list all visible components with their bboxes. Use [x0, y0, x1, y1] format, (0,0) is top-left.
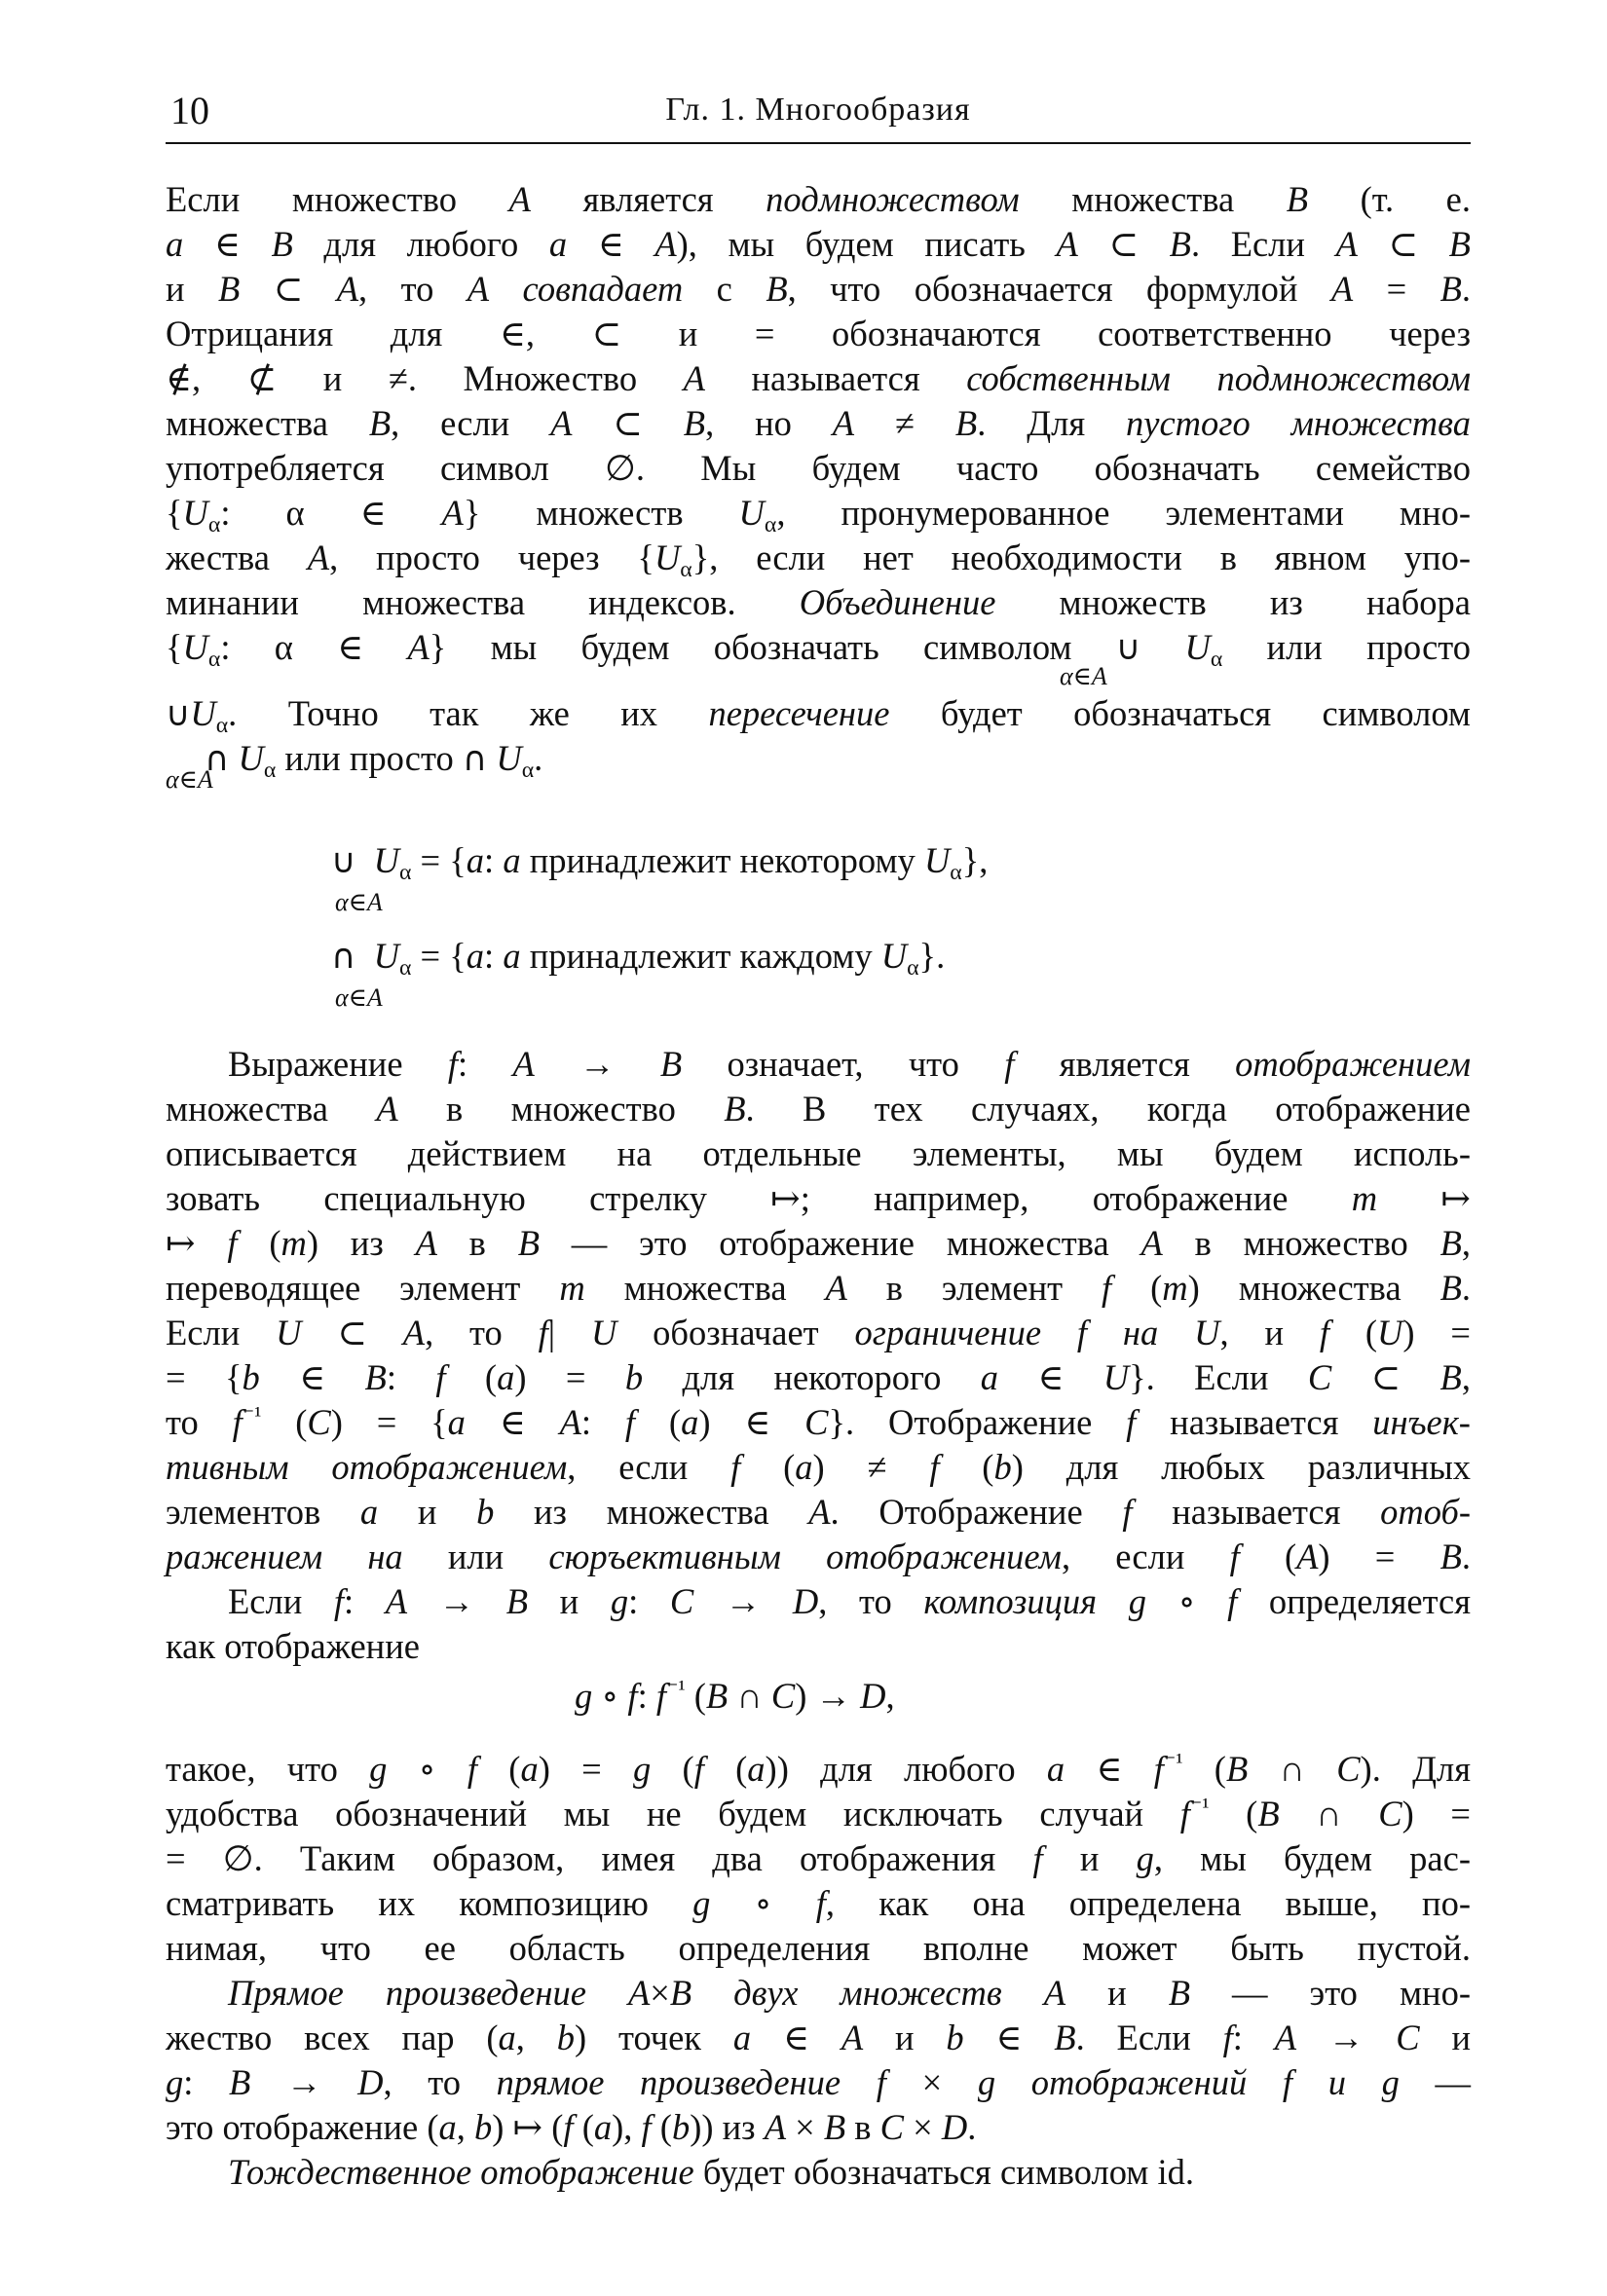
- paragraph-sets: [166, 177, 1472, 794]
- text-line: Тождественное отображение будет обозначаться символом id.: [228, 2152, 1195, 2192]
- formula-composition: g ∘ f: $f^{^{-1}}$ (B ∩ C) → D,: [575, 1676, 895, 1716]
- text-line: сматривать их композицию g ∘ f, как она определена выше, по-: [166, 1883, 1471, 1923]
- text-line: то $f^{^{-1}}$ (C) = {a ∈ A: f (a) ∈ C}. Отображение f называется инъек-: [166, 1402, 1471, 1442]
- text-line: ражением на или сюръективным отображением, если f (A) = B.: [166, 1537, 1471, 1576]
- formula-union: ∪ Uα = {a: a принадлежит некоторому Uα},: [331, 840, 989, 885]
- text-line: описывается действием на отдельные элементы, мы будем исполь-: [166, 1133, 1471, 1173]
- formula-union-index: α∈A: [335, 888, 383, 916]
- index-line: [166, 662, 1471, 691]
- paragraph-composition: [166, 1747, 1471, 2195]
- text-line: a ∈ B для любого a ∈ A), мы будем писать A ⊂ B. Если A ⊂ B: [166, 224, 1471, 264]
- intersection-index: α∈A: [166, 765, 213, 794]
- text-line: ↦ f (m) из A в B — это отображение множества A в множество B,: [166, 1223, 1472, 1263]
- text-line: {Uα: α ∈ A} мы будем обозначать символом ∪ Uα или просто: [166, 627, 1471, 672]
- text-line: множества A в множество B. В тех случаях, когда отображение: [166, 1089, 1471, 1129]
- text-line: ∩ Uα или просто ∩ Uα.: [205, 738, 543, 783]
- text-line: переводящее элемент m множества A в элемент f (m) множества B.: [166, 1268, 1471, 1308]
- text-line: Если U ⊂ A, то f| U обозначает ограничение f на U, и f (U) =: [166, 1313, 1471, 1352]
- text-line: минании множества индексов. Объединение множеств из набора: [166, 582, 1471, 622]
- intersection-symbol: ∩: [462, 740, 488, 779]
- text-line: множества B, если A ⊂ B, но A ≠ B. Для пустого множества: [166, 403, 1471, 443]
- text-line: элементов a и b из множества A. Отображение f называется отоб-: [166, 1492, 1471, 1532]
- text-line: и B ⊂ A, то A совпадает с B, что обозначается формулой A = B.: [166, 269, 1472, 309]
- text-line: удобства обозначений мы не будем исключать случай $f^{^{-1}}$ (B ∩ C) =: [166, 1794, 1472, 1833]
- formula-intersection: ∩ Uα = {a: a принадлежит каждому Uα}.: [331, 936, 946, 981]
- text-line: ∪Uα. Точно так же их пересечение будет обозначаться символом: [166, 693, 1471, 738]
- text-line: g: B → D, то прямое произведение f × g отображений f и g —: [166, 2062, 1472, 2102]
- page-number: 10: [170, 89, 209, 132]
- union-index: α∈A: [1060, 662, 1107, 690]
- text-line: нимая, что ее область определения вполне может быть пустой.: [166, 1928, 1471, 1968]
- text-line: это отображение (a, b) ↦ (f (a), f (b)) из A × B в C × D.: [166, 2107, 977, 2147]
- text-line: = {b ∈ B: f (a) = b для некоторого a ∈ U}. Если C ⊂ B,: [166, 1357, 1471, 1397]
- formula-intersection-index: α∈A: [335, 983, 383, 1012]
- union-symbol: ∪: [166, 695, 191, 734]
- text-line: {Uα: α ∈ A} множеств Uα, пронумерованное элементами мно-: [166, 493, 1471, 537]
- text-line: употребляется символ ∅. Мы будем часто обозначать семейство: [166, 448, 1471, 488]
- paragraph-mappings: [166, 1042, 1471, 1669]
- text-line: Выражение f: A → B означает, что f является отображением: [228, 1044, 1471, 1084]
- text-line: Отрицания для ∈, ⊂ и = обозначаются соответственно через: [166, 314, 1471, 353]
- union-symbol: ∪: [1115, 629, 1141, 668]
- text-line: жества A, просто через {Uα}, если нет необходимости в явном упо-: [166, 537, 1471, 582]
- text-line: = ∅. Таким образом, имея два отображения f и g, мы будем рас-: [166, 1838, 1471, 1878]
- text-line: зовать специальную стрелку ↦; например, отображение m ↦: [166, 1178, 1471, 1218]
- text-line: ∉, ⊄ и ≠. Множество A называется собственным подмножеством: [166, 358, 1471, 398]
- text-line: тивным отображением, если f (a) ≠ f (b) для любых различных: [166, 1447, 1472, 1487]
- text-line: такое, что g ∘ f (a) = g (f (a)) для любого a ∈ $f^{^{-1}}$ (B ∩ C). Для: [166, 1749, 1472, 1789]
- running-title: Гл. 1. Многообразия: [665, 92, 971, 128]
- text-line: Прямое произведение A×B двух множеств A и B — это мно-: [228, 1973, 1471, 2013]
- intersection-symbol: ∩: [205, 740, 230, 779]
- index-line: [166, 765, 1471, 794]
- text-line: Если f: A → B и g: C → D, то композиция g ∘ f определяется: [228, 1581, 1471, 1621]
- text-line: жество всех пар (a, b) точек a ∈ A и b ∈ B. Если f: A → C и: [166, 2018, 1471, 2057]
- running-header: [166, 84, 1471, 144]
- text-line: Если множество A является подмножеством множества B (т. е.: [166, 179, 1471, 219]
- text-line: как отображение: [166, 1626, 420, 1666]
